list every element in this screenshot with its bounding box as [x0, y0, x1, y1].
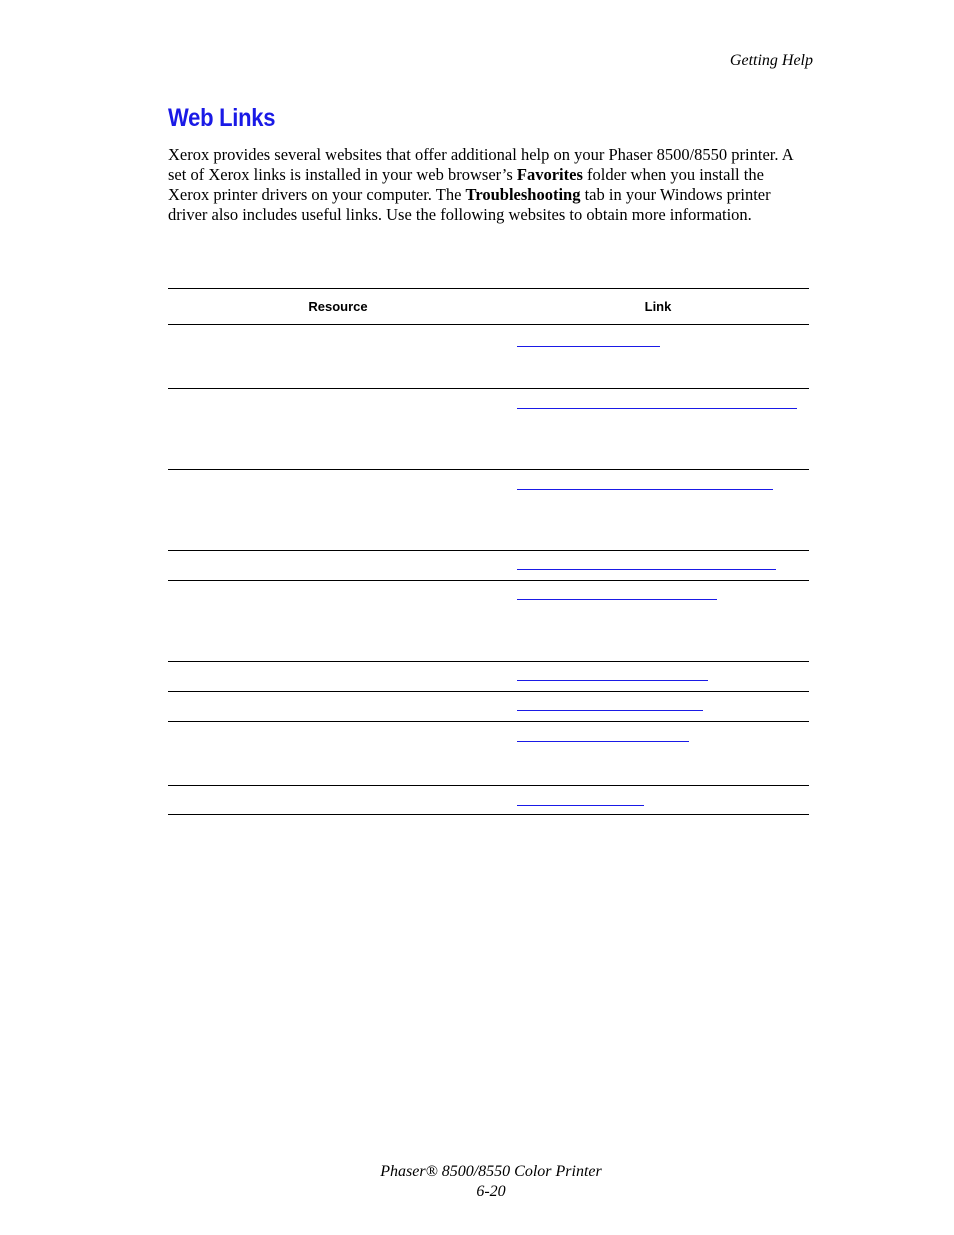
- link-cell[interactable]: [517, 393, 797, 409]
- intro-text-3: tab in your Windows printer driver also includes useful links. Use the following websites to obtain more information.: [168, 185, 771, 224]
- intro-bold-favorites: Favorites: [516, 165, 583, 184]
- link-cell[interactable]: [517, 790, 644, 806]
- table-row: [168, 786, 809, 815]
- link-cell[interactable]: [517, 554, 776, 570]
- table-row: [168, 470, 809, 551]
- intro-text-2: folder when you install the Xerox printer drivers on your computer. The: [168, 165, 764, 204]
- table-row: [168, 662, 809, 692]
- section-title: Web Links: [168, 104, 276, 132]
- link-cell[interactable]: [517, 331, 660, 347]
- table-row: [168, 581, 809, 662]
- table-row: [168, 325, 809, 389]
- footer-product-name: Phaser® 8500/8550 Color Printer: [380, 1163, 602, 1180]
- link-cell[interactable]: [517, 665, 708, 681]
- table-row: [168, 692, 809, 722]
- link-cell[interactable]: [517, 726, 689, 742]
- intro-text-1: Xerox provides several websites that offer additional help on your Phaser 8500/8550 printer. A set of Xerox links is installed in your web browser’s: [168, 145, 793, 184]
- running-header: Getting Help: [729, 52, 813, 69]
- table-header-row: [168, 288, 809, 325]
- web-links-table: [168, 288, 809, 815]
- column-header-link: Link: [644, 299, 672, 314]
- link-cell[interactable]: [517, 584, 717, 600]
- table-row: [168, 722, 809, 786]
- link-cell[interactable]: [517, 474, 773, 490]
- running-footer: [0, 1162, 954, 1202]
- footer-page-number: 6-20: [476, 1183, 506, 1200]
- link-cell[interactable]: [517, 695, 703, 711]
- column-header-resource: Resource: [308, 299, 368, 314]
- intro-paragraph: [168, 145, 808, 225]
- table-row: [168, 551, 809, 581]
- table-row: [168, 389, 809, 470]
- intro-bold-troubleshooting: Troubleshooting: [465, 185, 581, 204]
